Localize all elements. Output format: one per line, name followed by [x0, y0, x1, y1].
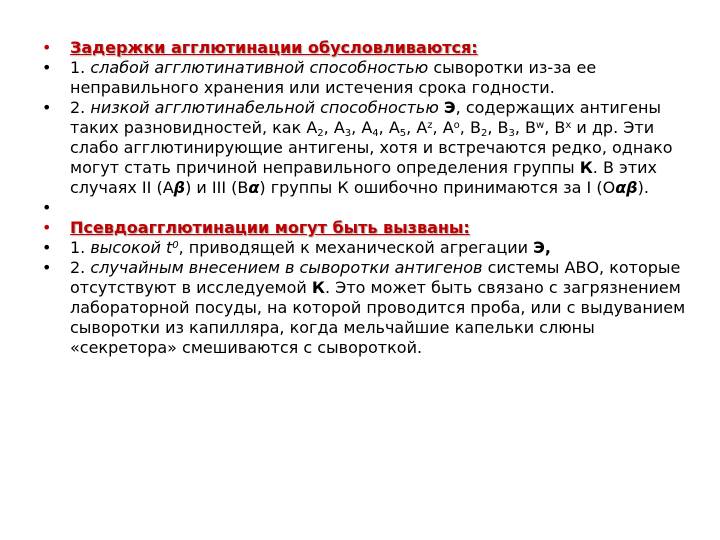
bullet-list: [42, 38, 692, 358]
item-text: системы АВО, которые отсутствуют в исследуемой К. Это может быть связано с загрязнением лабораторной посуды, на которой проводится проба, или с выдуванием сыворотки из капилляра, когда мельчайшие капельки слюны «секретора» смешиваются с сывороткой.: [70, 258, 686, 357]
empty-line: [70, 198, 692, 218]
list-item-low-agglutinability: [42, 98, 692, 198]
list-item-random-antigens: [42, 258, 692, 358]
list-item-heading-pseudo: [42, 218, 692, 238]
item-bold-e: Э,: [533, 238, 551, 257]
bullet-icon: •: [42, 258, 52, 277]
italic-term: случайным внесением в сыворотки антигенов: [90, 258, 483, 277]
list-item-empty: [42, 198, 692, 218]
list-item-high-temperature: [42, 238, 692, 258]
bullet-icon: •: [42, 38, 52, 57]
item-text: , приводящей к механической агрегации: [178, 238, 534, 257]
list-item-heading-delays: [42, 38, 692, 58]
item-number: 1.: [70, 58, 86, 77]
bullet-icon: •: [42, 58, 52, 77]
bullet-icon: •: [42, 218, 52, 237]
bullet-icon: •: [42, 198, 52, 217]
italic-term: слабой агглютинативной способностью: [90, 58, 429, 77]
item-text: сыворотки из-за ее неправильного хранения или истечения срока годности.: [70, 58, 597, 97]
italic-term: низкой агглютинабельной способностью: [90, 98, 439, 117]
bullet-icon: •: [42, 98, 52, 117]
italic-term: высокой $t^0$: [90, 238, 179, 257]
item-number: 1.: [70, 238, 86, 257]
heading-delays: Задержки агглютинации обусловливаются:: [70, 38, 478, 57]
item-text: Э, содержащих антигены таких разновидностей, как $А_2$, $А_3$, $А_4$, $А_5$, $А^z$, $А^о$, $В_2$, $В_3$, $В^w$, $В^x$ и др. Эти слабо агглютинирующие антигены, хотя и встречаются редко, однако могут стать причиной неправильного определения группы К. В этих случаях II (Аβ) и III (Вα) группы К ошибочно принимаются за I (Оαβ).: [70, 98, 673, 197]
item-number: 2.: [70, 98, 86, 117]
bullet-icon: •: [42, 238, 52, 257]
heading-pseudoagglutination: Псевдоагглютинации могут быть вызваны:: [70, 218, 470, 237]
item-number: 2.: [70, 258, 86, 277]
list-item-weak-agglutinative: [42, 58, 692, 98]
